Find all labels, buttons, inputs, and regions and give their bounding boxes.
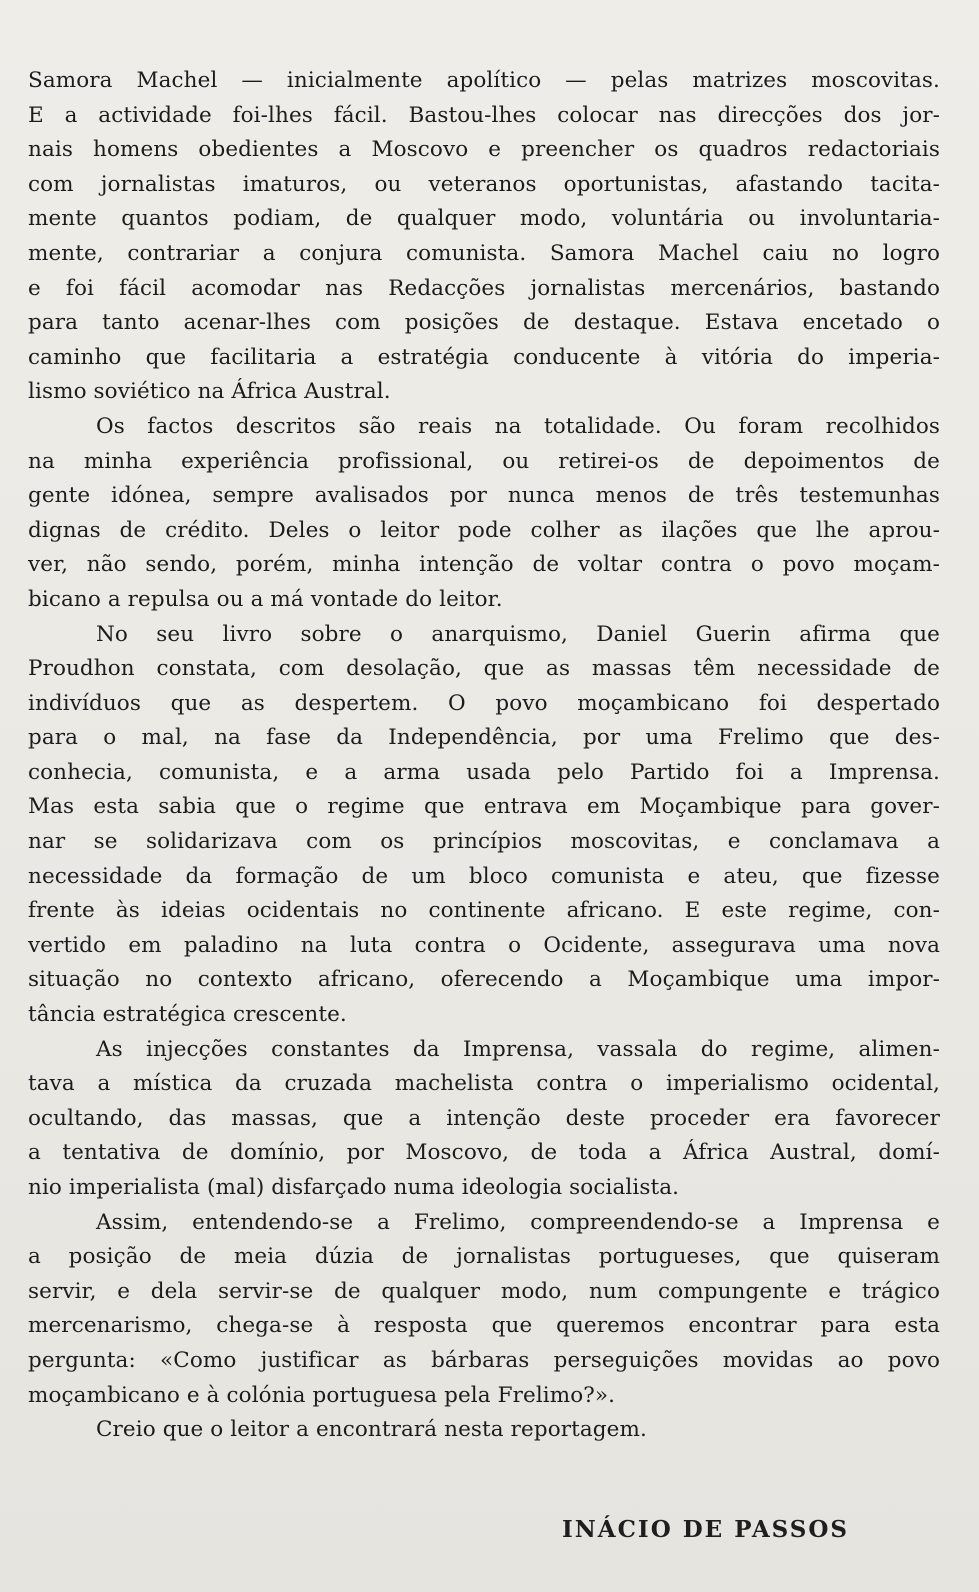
text-line: nais homens obedientes a Moscovo e preencher os quadros redactoriais [28,137,940,163]
text-line: para tanto acenar-lhes com posições de destaque. Estava encetado o [28,310,940,336]
text-line: a posição de meia dúzia de jornalistas portugueses, que quiseram [28,1244,940,1270]
text-line: Samora Machel — inicialmente apolítico — pelas matrizes moscovitas. [28,68,940,93]
text-line: ocultando, das massas, que a intenção deste proceder era favorecer [28,1105,940,1131]
text-line: Proudhon constata, com desolação, que as massas têm necessidade de [28,656,940,682]
text-line: moçambicano e à colónia portuguesa pela Frelimo?». [28,1382,616,1408]
text-line: lismo soviético na África Austral. [28,379,391,405]
text-line: necessidade da formação de um bloco comunista e ateu, que fizesse [28,863,940,889]
text-line: Mas esta sabia que o regime que entrava em Moçambique para gover- [28,794,940,820]
text-line: bicano a repulsa ou a má vontade do leitor. [28,586,503,612]
text-line: Creio que o leitor a encontrará nesta reportagem. [96,1417,647,1443]
text-line: nar se solidarizava com os princípios moscovitas, e conclamava a [28,829,940,855]
text-line: tância estratégica crescente. [28,1002,347,1028]
body-text [28,64,940,1448]
text-line: indivíduos que as despertem. O povo moçambicano foi despertado [28,690,940,716]
text-line: Assim, entendendo-se a Frelimo, compreendendo-se a Imprensa e [96,1209,940,1235]
text-line: mente, contrariar a conjura comunista. Samora Machel caiu no logro [28,240,940,266]
text-line: e foi fácil acomodar nas Redacções jornalistas mercenários, bastando [28,275,940,301]
text-line: situação no contexto africano, oferecendo a Moçambique uma impor- [28,967,940,993]
text-line: E a actividade foi-lhes fácil. Bastou-lhes colocar nas direcções dos jor- [28,102,940,128]
text-line: servir, e dela servir-se de qualquer modo, num compungente e trágico [28,1278,940,1304]
text-line: caminho que facilitaria a estratégia conducente à vitória do imperia- [28,344,940,370]
text-line: dignas de crédito. Deles o leitor pode colher as ilações que lhe aprou- [28,517,940,543]
text-line: para o mal, na fase da Independência, por uma Frelimo que des- [28,725,940,751]
text-line: conhecia, comunista, e a arma usada pelo Partido foi a Imprensa. [28,759,940,785]
text-line: mercenarismo, chega-se à resposta que queremos encontrar para esta [28,1313,940,1339]
text-line: na minha experiência profissional, ou retirei-os de depoimentos de [28,448,940,474]
text-line: gente idónea, sempre avalisados por nunca menos de três testemunhas [28,483,940,509]
text-line: frente às ideias ocidentais no continente africano. E este regime, con- [28,898,940,924]
text-line: a tentativa de domínio, por Moscovo, de toda a África Austral, domí- [28,1140,940,1166]
text-line: com jornalistas imaturos, ou veteranos oportunistas, afastando tacita- [28,171,940,197]
text-line: vertido em paladino na luta contra o Ocidente, assegurava uma nova [28,932,940,958]
text-line: mente quantos podiam, de qualquer modo, voluntária ou involuntaria- [28,206,940,232]
text-line: ver, não sendo, porém, minha intenção de voltar contra o povo moçam- [28,552,940,578]
text-line: As injecções constantes da Imprensa, vassala do regime, alimen- [96,1036,940,1062]
text-line: pergunta: «Como justificar as bárbaras perseguições movidas ao povo [28,1347,940,1373]
text-line: nio imperialista (mal) disfarçado numa ideologia socialista. [28,1175,680,1200]
text-line: Os factos descritos são reais na totalidade. Ou foram recolhidos [96,413,940,439]
text-line: tava a mística da cruzada machelista contra o imperialismo ocidental, [28,1071,940,1097]
text-line: No seu livro sobre o anarquismo, Daniel Guerin afirma que [96,621,940,647]
author-signature: INÁCIO DE PASSOS [562,1516,850,1543]
